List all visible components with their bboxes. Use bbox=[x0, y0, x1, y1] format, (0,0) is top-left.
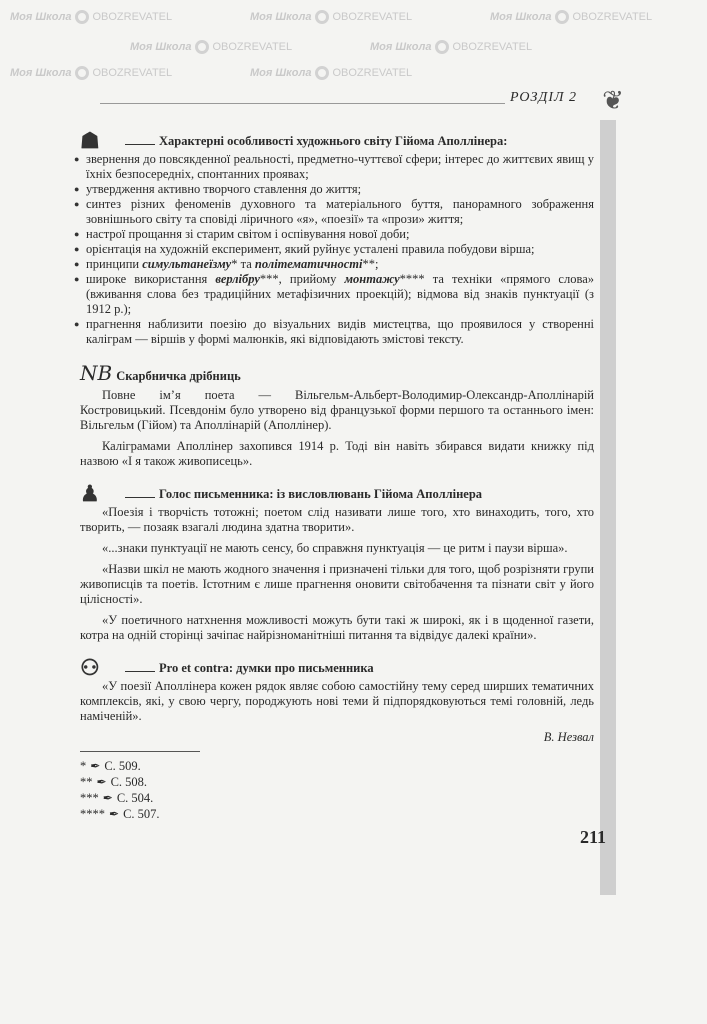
list-item: ● синтез різних феноменів духовного та матеріального буття, панорамного зображення зовнішнього світу та сповіді ліричного «я», «поезії» та «прози» життя; bbox=[74, 197, 594, 227]
list-item: ● орієнтація на художній експеримент, який руйнує усталені правила побудови вірша; bbox=[74, 242, 594, 257]
features-list bbox=[80, 152, 594, 347]
watermark: Моя Школа OBOZREVATEL bbox=[10, 66, 173, 79]
nb-section bbox=[80, 361, 594, 469]
voice-heading: ♟ Голос письменника: із висловлювань Гійома Аполлінера bbox=[80, 481, 483, 506]
writer-icon: ♟ bbox=[80, 481, 100, 506]
watermark: Моя Школа OBOZREVATEL bbox=[250, 66, 413, 79]
page-content bbox=[80, 124, 606, 848]
page-number: 211 bbox=[579, 827, 606, 847]
pen-arrow-icon: ✒ bbox=[102, 791, 113, 805]
paragraph: Каліграмами Аполлінер захопився 1914 р. Тоді він навіть збирався видати книжку під назвою «І я також живописець». bbox=[80, 439, 594, 468]
watermark: Моя Школа OBOZREVATEL bbox=[490, 10, 653, 23]
debaters-icon: ⚇ bbox=[80, 655, 100, 680]
ornament-icon: ❦ bbox=[602, 86, 624, 115]
footnote: **** ✒ С. 507. bbox=[80, 807, 160, 821]
list-item: ● настрої прощання зі старим світом і оспівування нової доби; bbox=[74, 227, 594, 242]
voice-section bbox=[80, 483, 594, 643]
nb-heading: Скарбничка дрібниць bbox=[116, 369, 241, 383]
margin-bar bbox=[600, 120, 616, 895]
features-section bbox=[80, 130, 594, 347]
watermark: Моя Школа OBOZREVATEL bbox=[10, 10, 173, 23]
watermark: Моя Школа OBOZREVATEL bbox=[130, 40, 293, 53]
contra-heading: ⚇ Pro et contra: думки про письменника bbox=[80, 655, 374, 680]
list-item: ● звернення до повсякденної реальності, предметно-чуттєвої сфери; інтерес до життєвих явищ у їхніх безпосередніх, спонтанних проявах; bbox=[74, 152, 594, 182]
list-item: ● широке використання верлібру***, прийому монтажу**** та техніки «прямого слова» (вживання слова без традиційних метафізичних проекцій); відмова від знаків пунктуації (з 1912 р.); bbox=[74, 272, 594, 317]
contra-section bbox=[80, 657, 594, 745]
chapter-title: РОЗДІЛ 2 bbox=[510, 90, 577, 105]
header-rule bbox=[100, 103, 505, 104]
term: симультанеїзму bbox=[142, 257, 232, 271]
pen-arrow-icon: ✒ bbox=[109, 807, 120, 821]
quote: «...знаки пунктуації не мають сенсу, бо справжня пунктуація — це ритм і паузи вірша». bbox=[102, 541, 568, 555]
paragraph: Повне ім’я поета — Вільгельм-Альберт-Володимир-Олександр-Аполлінарій Костровицький. Псевдонім було утворено від французької форми першого та останнього імен: Вільгельм (Гійом) та Аполлінарій (Аполлінер). bbox=[80, 388, 594, 432]
watermark: Моя Школа OBOZREVATEL bbox=[370, 40, 533, 53]
footnote: * ✒ С. 509. bbox=[80, 759, 141, 773]
pen-arrow-icon: ✒ bbox=[90, 759, 101, 773]
quote: «Назви шкіл не мають жодного значення і призначені тільки для того, щоб розрізняти групи живописців та поетів. Істотним є лише прагнення оновити світобачення та пізнати світ у його цілісності». bbox=[80, 562, 594, 606]
term: верлібру bbox=[215, 272, 260, 286]
footnote: *** ✒ С. 504. bbox=[80, 791, 154, 805]
list-item: ● утвердження активно творчого ставлення до життя; bbox=[74, 182, 594, 197]
quote-author: В. Незвал bbox=[543, 730, 594, 744]
quote: «Поезія і творчість тотожні; поетом слід називати лише того, хто винаходить, того, хто творить, — позаяк взагалі людина здатна творити». bbox=[80, 505, 594, 534]
term: монтажу bbox=[344, 272, 400, 286]
quote: «У поетичного натхнення можливості можуть бути такі ж широкі, як і в щоденної газети, котра на одній сторінці зачіпає найрізноманітніші питання та відвідує далекі країни». bbox=[80, 613, 594, 642]
portrait-icon: ☗ bbox=[80, 128, 100, 153]
quote: «У поезії Аполлінера кожен рядок являє собою самостійну тему серед ширших тематичних комплексів, які, у свою чергу, породжують нові теми й підпорядковуються темі головній, ледь наміченій». bbox=[80, 679, 594, 723]
watermark: Моя Школа OBOZREVATEL bbox=[250, 10, 413, 23]
nb-icon: NB bbox=[80, 361, 113, 385]
list-item: ● прагнення наблизити поезію до візуальних видів мистецтва, що проявилося у створенні каліграм — віршів у формі малюнків, які відповідають змістові тексту. bbox=[74, 317, 594, 347]
footnote-rule bbox=[80, 751, 200, 752]
list-item: ● принципи симультанеїзму* та політематичності**; bbox=[74, 257, 594, 272]
features-heading: ☗ Характерні особливості художнього світу Гійома Аполлінера: bbox=[80, 128, 508, 153]
term: політематичності bbox=[254, 257, 363, 271]
pen-arrow-icon: ✒ bbox=[96, 775, 107, 789]
footnote: ** ✒ С. 508. bbox=[80, 775, 148, 789]
